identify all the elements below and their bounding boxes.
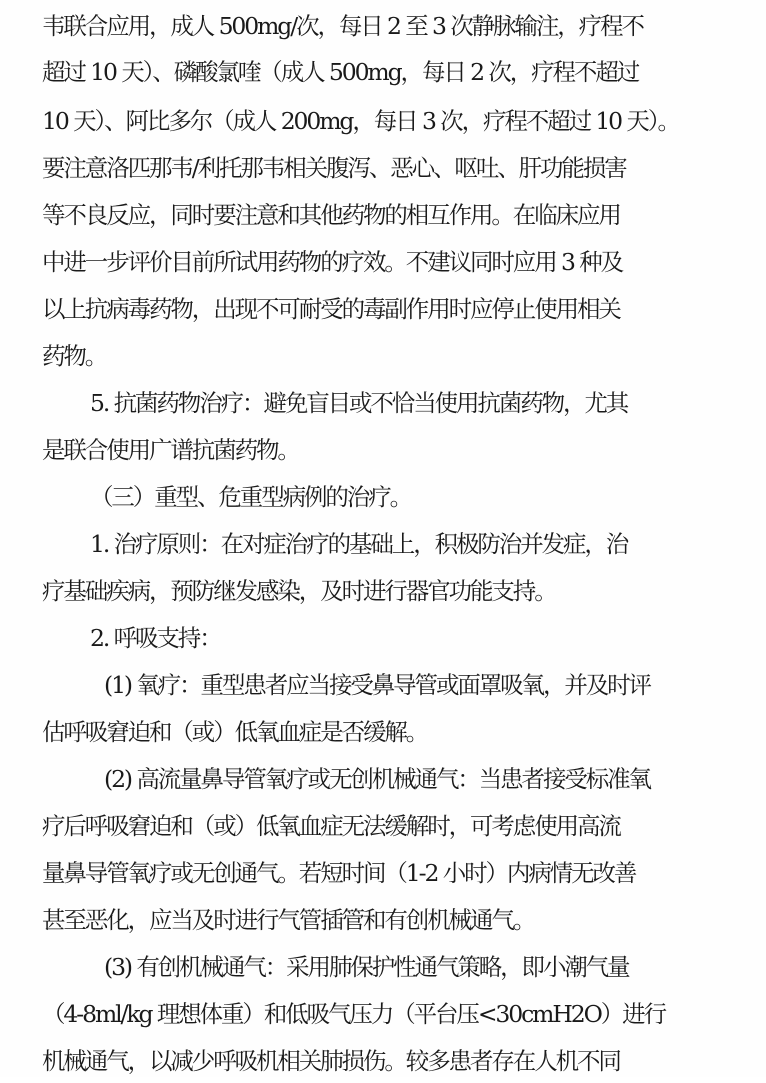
subsection-heading: (3) 有创机械通气：采用肺保护性通气策略，即小潮气量 [104, 953, 629, 981]
section-heading: 2. 呼吸支持： [90, 624, 221, 652]
text-line: 中进一步评价目前所试用药物的疗效。不建议同时应用 3 种及 [42, 248, 622, 276]
subsection-heading: (2) 高流量鼻导管氧疗或无创机械通气：当患者接受标准氧 [104, 765, 650, 793]
text-line: 甚至恶化，应当及时进行气管插管和有创机械通气。 [42, 906, 535, 934]
text-line: 超过 10 天）、磷酸氯喹（成人 500mg，每日 2 次，疗程不超过 [42, 58, 639, 86]
section-heading: 1. 治疗原则：在对症治疗的基础上，积极防治并发症，治 [90, 530, 628, 558]
text-line: 疗后呼吸窘迫和（或）低氧血症无法缓解时，可考虑使用高流 [42, 812, 620, 840]
text-line: 韦联合应用，成人 500mg/次，每日 2 至 3 次静脉输注，疗程不 [42, 12, 643, 40]
text-line: 药物。 [42, 342, 107, 370]
text-line: 10 天）、阿比多尔（成人 200mg，每日 3 次，疗程不超过 10 天）。 [42, 107, 679, 135]
text-line: 是联合使用广谱抗菌药物。 [42, 436, 299, 464]
text-line: 疗基础疾病，预防继发感染，及时进行器官功能支持。 [42, 577, 556, 605]
subsection-heading: (1) 氧疗：重型患者应当接受鼻导管或面罩吸氧，并及时评 [104, 671, 650, 699]
text-line: 量鼻导管氧疗或无创通气。若短时间（1-2 小时）内病情无改善 [42, 859, 636, 887]
text-line: 机械通气，以减少呼吸机相关肺损伤。较多患者存在人机不同 [42, 1047, 620, 1075]
text-line: 等不良反应，同时要注意和其他药物的相互作用。在临床应用 [42, 201, 620, 229]
text-line: （4-8ml/kg 理想体重）和低吸气压力（平台压<30cmH2O）进行 [42, 1000, 665, 1028]
section-heading: 5. 抗菌药物治疗：避免盲目或不恰当使用抗菌药物，尤其 [90, 389, 628, 417]
section-heading: （三）重型、危重型病例的治疗。 [90, 483, 411, 511]
text-line: 以上抗病毒药物，出现不可耐受的毒副作用时应停止使用相关 [42, 295, 620, 323]
text-line: 要注意洛匹那韦/利托那韦相关腹泻、恶心、呕吐、肝功能损害 [42, 154, 626, 182]
text-line: 估呼吸窘迫和（或）低氧血症是否缓解。 [42, 718, 428, 746]
